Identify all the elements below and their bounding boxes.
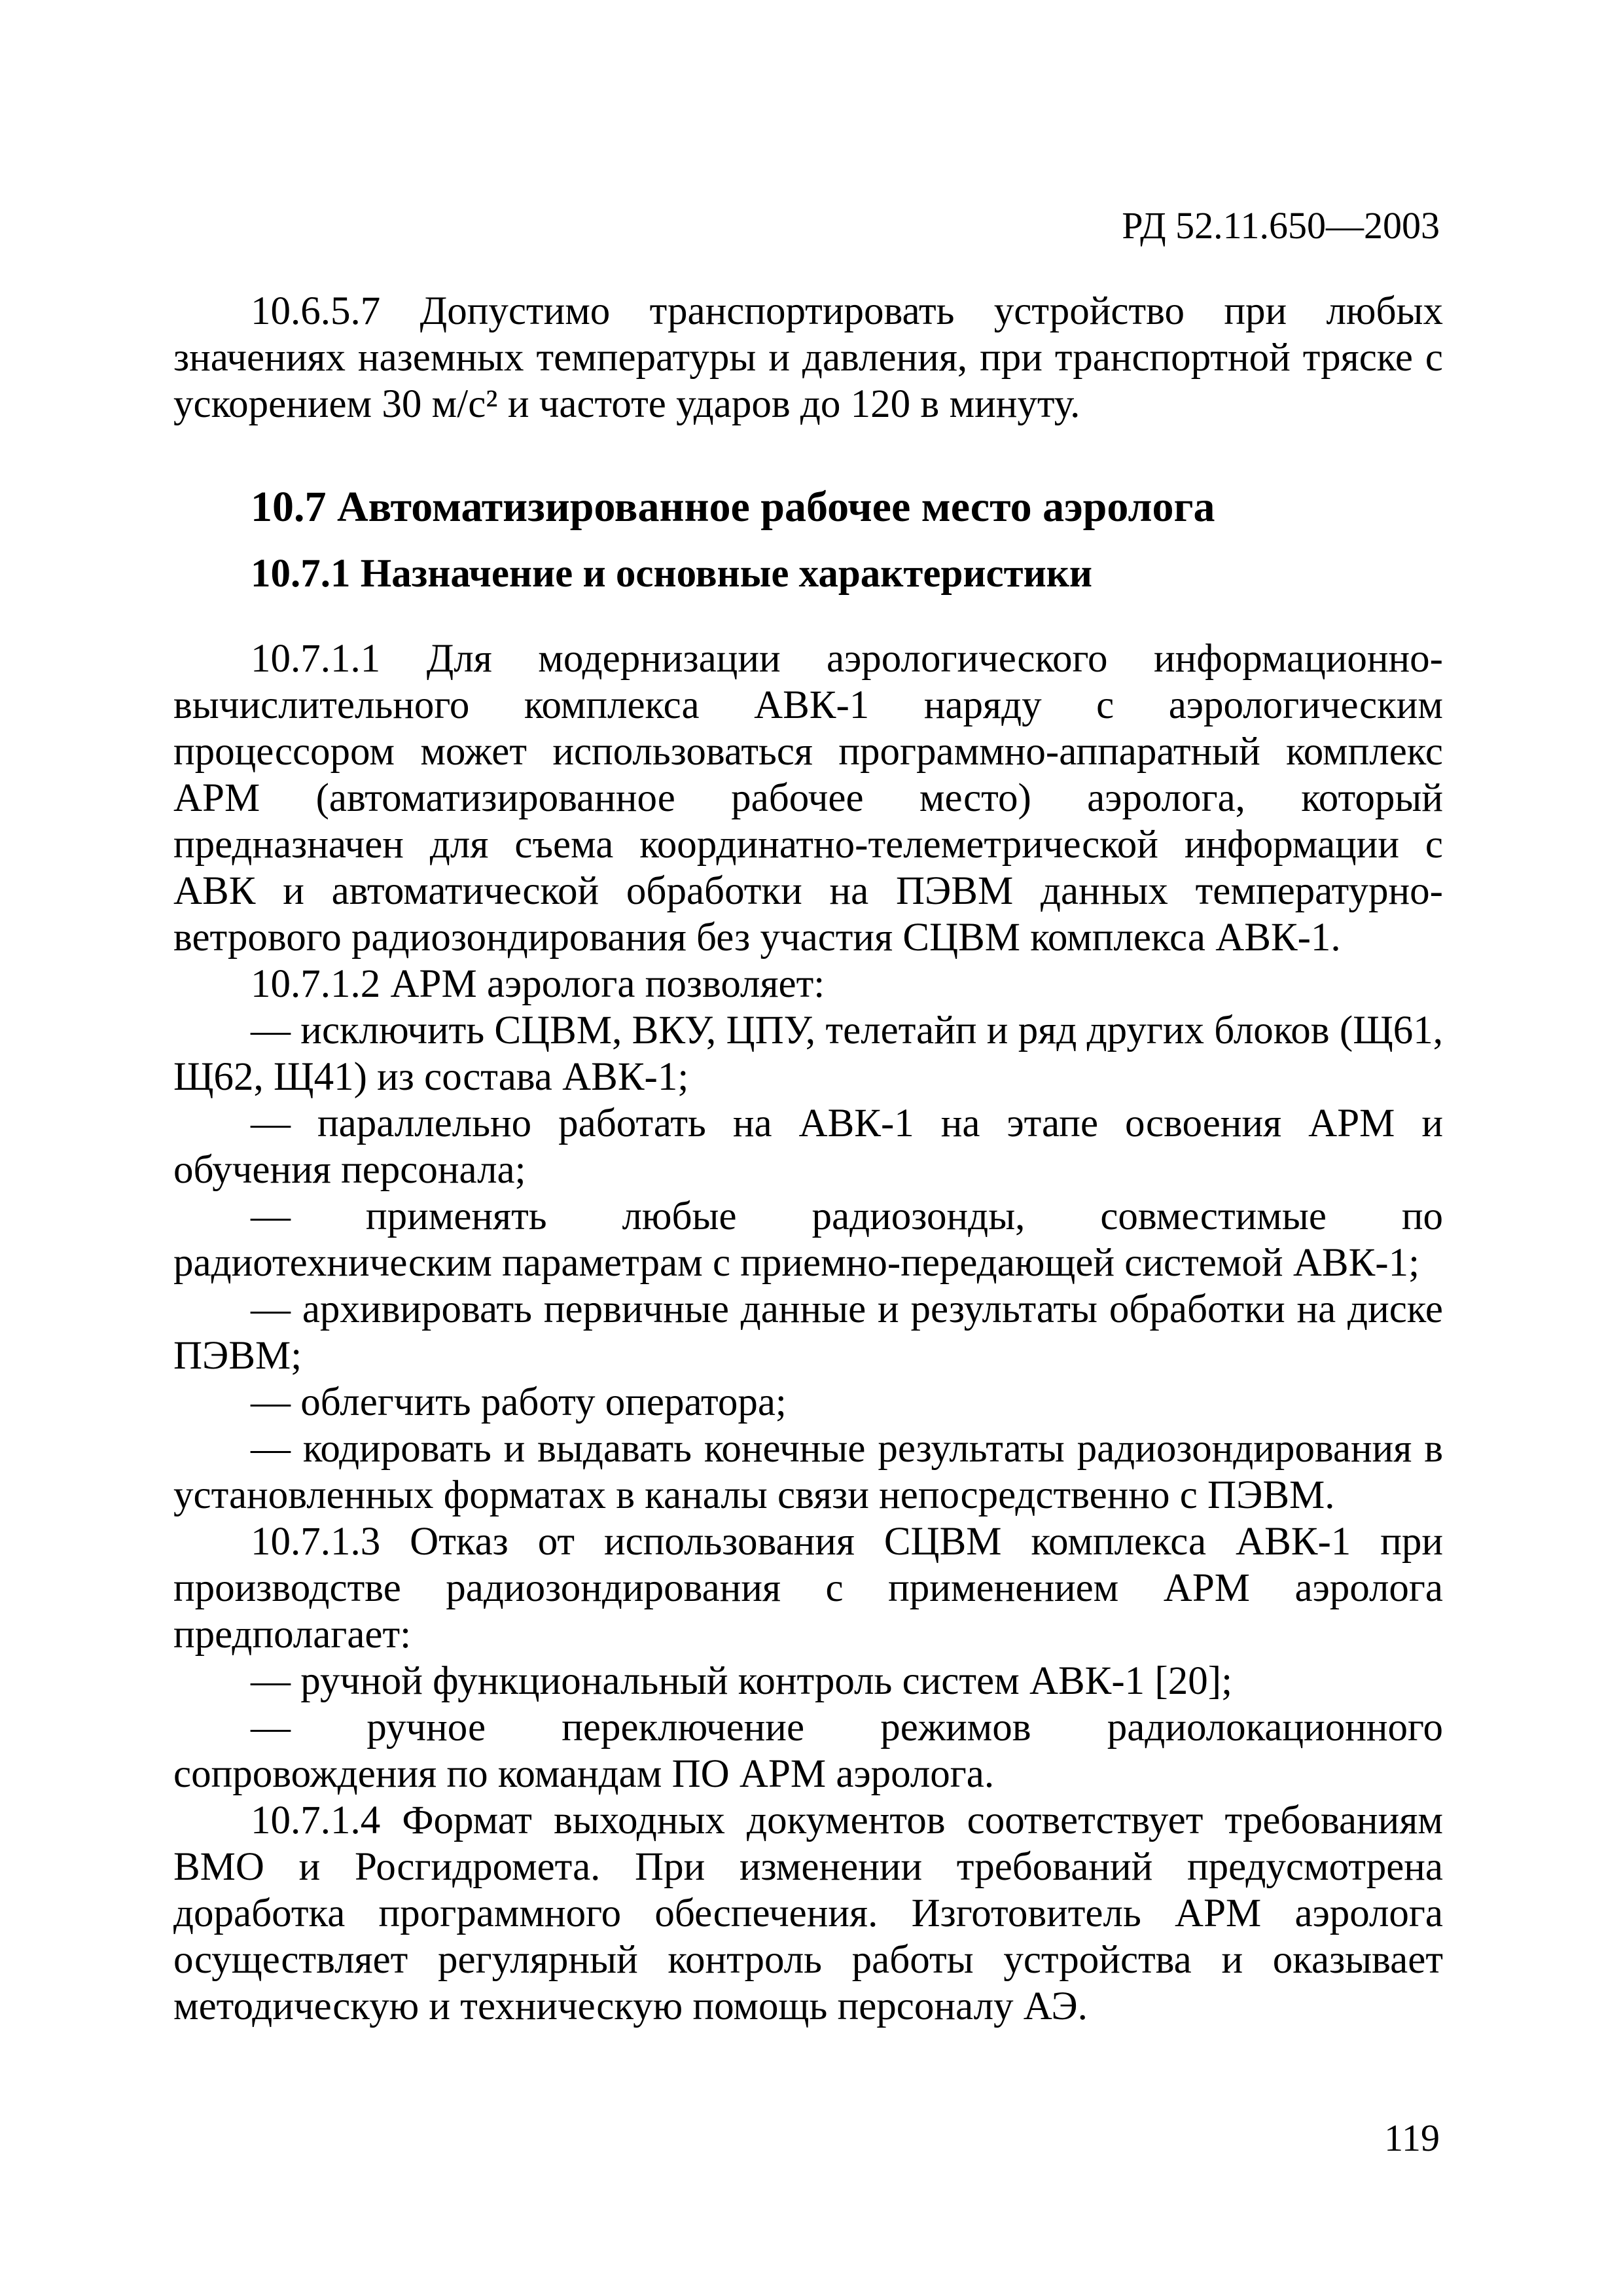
list-item: — ручное переключение режимов радиолокационного сопровождения по командам ПО АРМ аэролога. <box>173 1706 1443 1796</box>
list-item: — параллельно работать на АВК-1 на этапе освоения АРМ и обучения персонала; <box>173 1102 1443 1192</box>
paragraph-10-7-1-1: 10.7.1.1 Для модернизации аэрологического информационно-вычислительного комплекса АВК-1 наряду с аэрологическим процессором может использоваться программно-аппаратный комплекс АРМ (автоматизированное рабочее место) аэролога, который предназначен для съема координатно-телеметрической информации с АВК и автоматической обработки на ПЭВМ данных температурно-ветрового радиозондирования без участия СЦВМ комплекса АВК-1. <box>173 637 1443 960</box>
list-item: — архивировать первичные данные и результаты обработки на диске ПЭВМ; <box>173 1287 1443 1378</box>
paragraph-10-7-1-4: 10.7.1.4 Формат выходных документов соответствует требованиям ВМО и Росгидромета. При изменении требований предусмотрена доработка программного обеспечения. Изготовитель АРМ аэролога осуществляет регулярный контроль работы устройства и оказывает методическую и техническую помощь персоналу АЭ. <box>173 1799 1443 2028</box>
list-item: — применять любые радиозонды, совместимые по радиотехническим параметрам с приемно-передающей системой АВК-1; <box>173 1194 1443 1285</box>
document-code-header: РД 52.11.650—2003 <box>1122 204 1440 247</box>
subsection-title-10-7-1: 10.7.1 Назначение и основные характеристики <box>251 552 1093 596</box>
list-item: — ручной функциональный контроль систем АВК-1 [20]; <box>251 1659 1233 1703</box>
paragraph-10-7-1-2: 10.7.1.2 АРМ аэролога позволяет: <box>251 962 825 1006</box>
paragraph-10-6-5-7: 10.6.5.7 Допустимо транспортировать устройство при любых значениях наземных температуры и давления, при транспортной тряске с ускорением 30 м/с² и частоте ударов до 120 в минуту. <box>173 289 1443 426</box>
list-item: — исключить СЦВМ, ВКУ, ЦПУ, телетайп и ряд других блоков (Щ61, Щ62, Щ41) из состава АВК-1; <box>173 1009 1443 1099</box>
list-item: — кодировать и выдавать конечные результаты радиозондирования в установленных форматах в каналы связи непосредственно с ПЭВМ. <box>173 1427 1443 1517</box>
paragraph-10-7-1-3: 10.7.1.3 Отказ от использования СЦВМ комплекса АВК-1 при производстве радиозондирования с применением АРМ аэролога предполагает: <box>173 1520 1443 1657</box>
list-item: — облегчить работу оператора; <box>251 1380 787 1424</box>
page-content <box>173 288 1443 2030</box>
page-number: 119 <box>1384 2117 1440 2159</box>
section-title-10-7: 10.7 Автоматизированное рабочее место аэролога <box>251 483 1215 531</box>
